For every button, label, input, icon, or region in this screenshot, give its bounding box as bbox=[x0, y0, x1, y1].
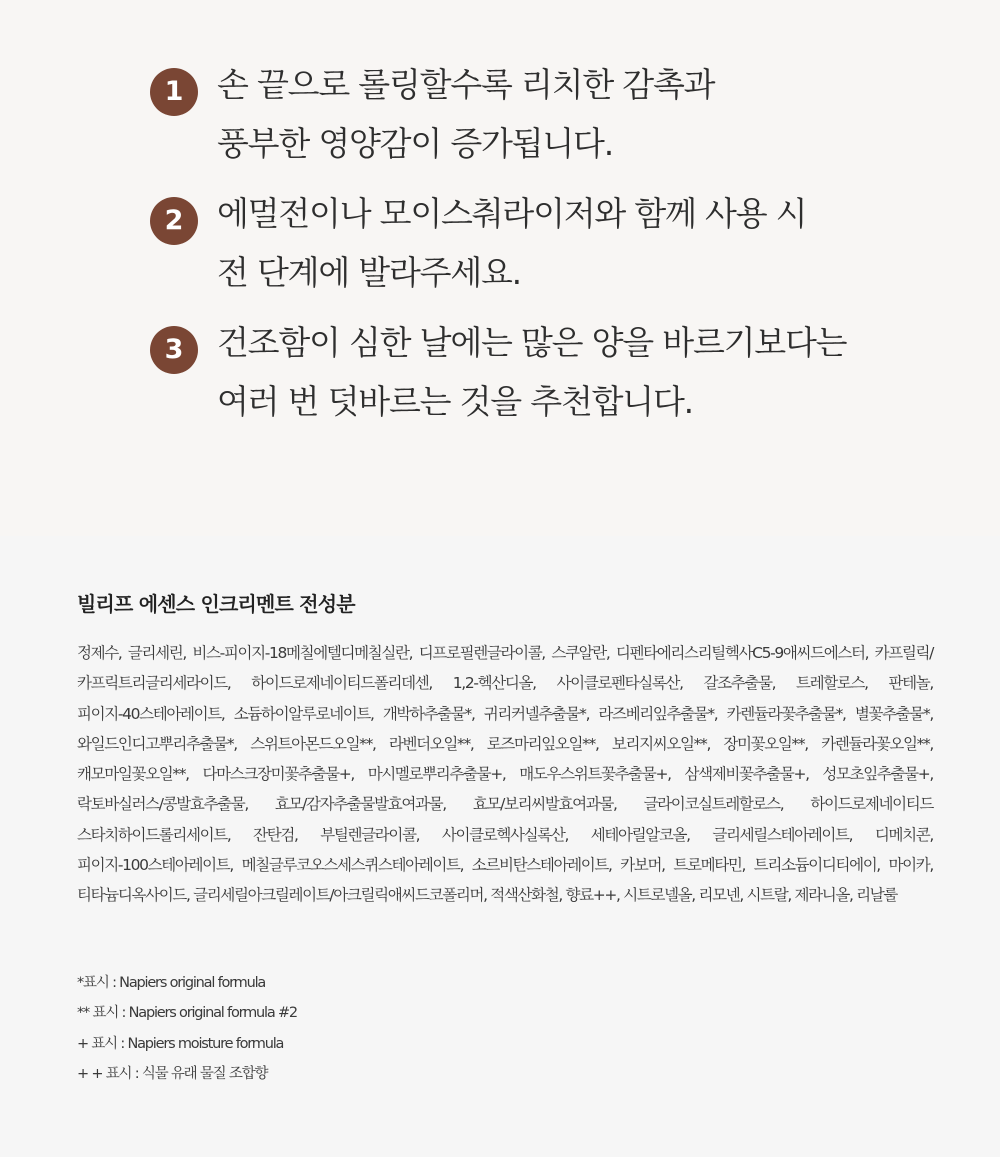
ingredients-list: 정제수, 글리세린, 비스-피이지-18메칠에텔디메칠실란, 디프로필렌글라이콜, 스쿠알란, 디펜타에리스리틸헥사C5-9애씨드에스터, 카프릴릭/카프릭트리글리세라이드, 하이드로제네이티드폴리데센, 1,2-헥산디올, 사이클로펜타실록산, 갈조추출물, 트레할로스, 판테놀, 피이지-40스테아레이트, 소듐하이알루로네이트, 개박하추출물*, 귀리커넬추출물*, 라즈베리잎추출물*, 카렌듈라꽃추출물*, 별꽃추출물*, 와일드인디고뿌리추출물*, 스위트아몬드오일**, 라벤더오일**, 로즈마리잎오일**, 보리지씨오일**, 장미꽃오일**, 카렌듈라꽃오일**, 캐모마일꽃오일**, 다마스크장미꽃추출물+, 마시멜로뿌리추출물+, 매도우스위트꽃추출물+, 삼색제비꽃추출물+, 성모초잎추출물+, 락토바실러스/콩발효추출물, 효모/감자추출물발효여과물, 효모/보리씨발효여과물, 글라이코실트레할로스, 하이드로제네이티드 스타치하이드롤리세이트, 잔탄검, 부틸렌글라이콜, 사이클로헥사실록산, 세테아릴알코올, 글리세릴스테아레이트, 디메치콘, 피이지-100스테아레이트, 메칠글루코오스세스퀴스테아레이트, 소르비탄스테아레이트, 카보머, 트로메타민, 트리소듐이디티에이, 마이카, 티타늄디옥사이드, 글리세릴아크릴레이트/아크릴릭애씨드코폴리머, 적색산화철, 향료++, 시트로넬올, 리모넨, 시트랄, 제라니올, 리날룰 bbox=[77, 644, 933, 905]
step-text bbox=[217, 313, 846, 431]
step-line: 풍부한 영양감이 증가됩니다. bbox=[217, 124, 614, 163]
usage-section bbox=[0, 0, 1000, 536]
step-number-badge: 1 bbox=[150, 68, 198, 116]
usage-step-2 bbox=[150, 193, 806, 302]
formula-note: + + 표시 : 식물 유래 물질 조합향 bbox=[77, 1065, 268, 1082]
formula-notes bbox=[77, 968, 297, 1089]
step-line: 에멀전이나 모이스춰라이저와 함께 사용 시 bbox=[217, 194, 807, 233]
step-line: 손 끝으로 롤링할수록 리치한 감촉과 bbox=[217, 65, 715, 104]
step-text bbox=[217, 184, 806, 302]
step-number-badge: 2 bbox=[150, 197, 198, 245]
step-line: 전 단계에 발라주세요. bbox=[217, 253, 521, 292]
step-number-badge: 3 bbox=[150, 326, 198, 374]
step-text bbox=[217, 55, 714, 173]
ingredients-title: 빌리프 에센스 인크리멘트 전성분 bbox=[77, 592, 355, 616]
step-line: 건조함이 심한 날에는 많은 양을 바르기보다는 bbox=[217, 323, 847, 362]
formula-note: ** 표시 : Napiers original formula #2 bbox=[77, 1005, 297, 1022]
formula-note: + 표시 : Napiers moisture formula bbox=[77, 1035, 284, 1052]
formula-note: *표시 : Napiers original formula bbox=[77, 975, 266, 991]
usage-step-1 bbox=[150, 64, 714, 173]
step-line: 여러 번 덧바르는 것을 추천합니다. bbox=[217, 382, 693, 421]
usage-step-3 bbox=[150, 322, 846, 431]
